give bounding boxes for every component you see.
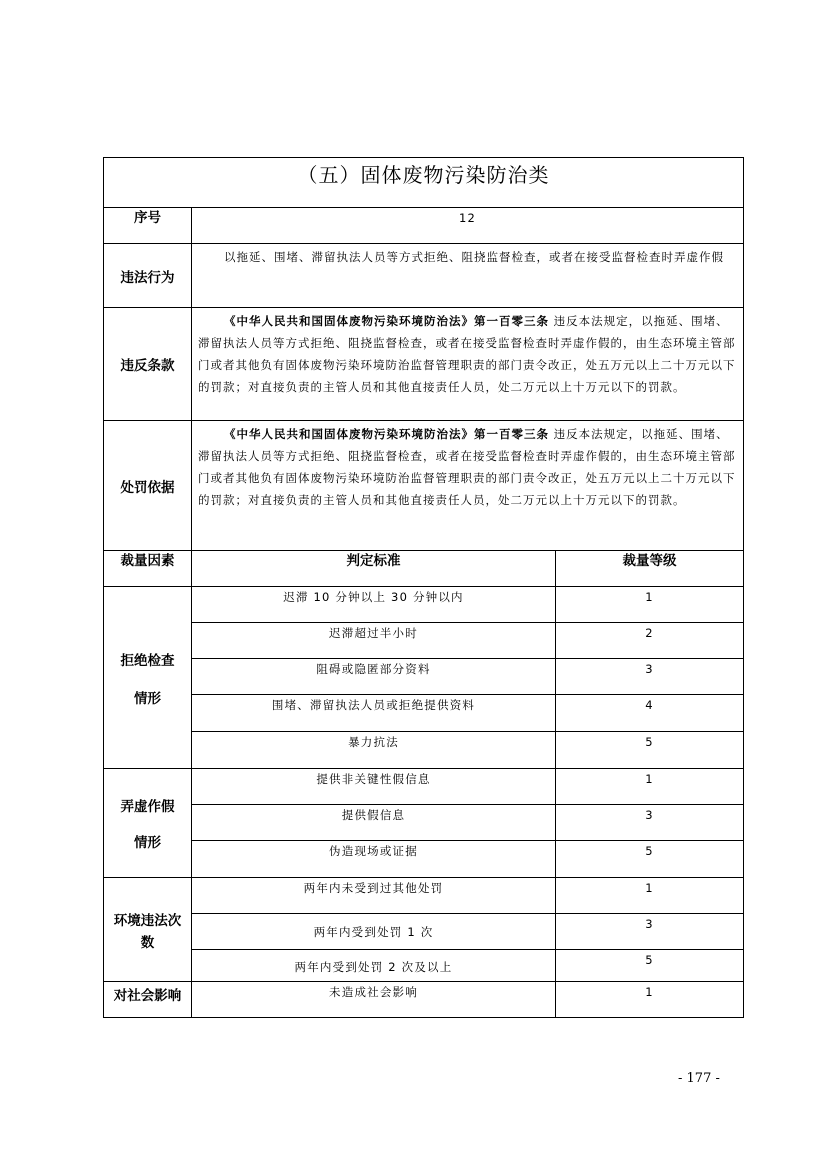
factor-row bbox=[104, 659, 744, 695]
clause-body: 违反本法规定，以拖延、围堵、滞留执法人员等方式拒绝、阻挠监督检查，或者在接受监督检查时弄虚作假的，由生态环境主管部门或者其他负有固体废物污染环境防治监督管理职责的部门责令改正，处五万元以上二十万元以下的罚款；对直接负责的主管人员和其他直接责任人员，处二万元以上十万元以下的罚款。 bbox=[198, 314, 736, 394]
section-title: （五）固体废物污染防治类 bbox=[104, 158, 744, 208]
criteria-cell: 迟滞超过半小时 bbox=[192, 623, 556, 659]
factor-row bbox=[104, 805, 744, 841]
factor-label-line1: 对社会影响 bbox=[113, 988, 182, 1004]
level-cell: 1 bbox=[556, 769, 744, 805]
level-cell: 3 bbox=[556, 914, 744, 950]
level-cell: 5 bbox=[556, 841, 744, 878]
factor-row bbox=[104, 732, 744, 769]
level-cell: 3 bbox=[556, 805, 744, 841]
criteria-cell: 迟滞 10 分钟以上 30 分钟以内 bbox=[192, 587, 556, 623]
criteria-cell: 未造成社会影响 bbox=[192, 982, 556, 1018]
factor-label-line1: 环境违法次 bbox=[113, 912, 182, 929]
criteria-cell: 围堵、滞留执法人员或拒绝提供资料 bbox=[192, 695, 556, 732]
criteria-cell: 阻碍或隐匿部分资料 bbox=[192, 659, 556, 695]
factor-row bbox=[104, 695, 744, 732]
clause-text bbox=[192, 308, 744, 421]
criteria-cell: 两年内未受到过其他处罚 bbox=[192, 878, 556, 914]
factor-label bbox=[104, 878, 192, 982]
penalty-discretion-table bbox=[103, 157, 744, 1018]
criteria-cell: 暴力抗法 bbox=[192, 732, 556, 769]
factor-row bbox=[104, 587, 744, 623]
factor-row bbox=[104, 623, 744, 659]
level-cell: 1 bbox=[556, 982, 744, 1018]
criteria-cell: 两年内受到处罚 1 次 bbox=[192, 914, 556, 950]
page-number: - 177 - bbox=[678, 1071, 720, 1086]
level-cell: 2 bbox=[556, 623, 744, 659]
basis-label: 处罚依据 bbox=[104, 421, 192, 551]
factor-label-line2: 情形 bbox=[134, 835, 161, 851]
level-cell: 3 bbox=[556, 659, 744, 695]
violation-label: 违法行为 bbox=[104, 244, 192, 308]
level-header: 裁量等级 bbox=[556, 551, 744, 587]
clause-law-title: 《中华人民共和国固体废物污染环境防治法》第一百零三条 bbox=[224, 314, 549, 328]
basis-law-title: 《中华人民共和国固体废物污染环境防治法》第一百零三条 bbox=[224, 427, 549, 441]
criteria-cell: 两年内受到处罚 2 次及以上 bbox=[192, 950, 556, 982]
level-cell: 5 bbox=[556, 950, 744, 982]
criteria-cell: 伪造现场或证据 bbox=[192, 841, 556, 878]
criteria-cell: 提供非关键性假信息 bbox=[192, 769, 556, 805]
level-cell: 1 bbox=[556, 587, 744, 623]
factor-label bbox=[104, 982, 192, 1018]
basis-text bbox=[192, 421, 744, 551]
violation-text bbox=[192, 244, 744, 308]
criteria-header: 判定标准 bbox=[192, 551, 556, 587]
seq-value: 12 bbox=[192, 208, 744, 244]
factor-row bbox=[104, 769, 744, 805]
factor-label bbox=[104, 769, 192, 878]
factor-label-line1: 拒绝检查 bbox=[120, 652, 175, 669]
factor-label bbox=[104, 587, 192, 769]
criteria-cell: 提供假信息 bbox=[192, 805, 556, 841]
level-cell: 4 bbox=[556, 695, 744, 732]
seq-label: 序号 bbox=[104, 208, 192, 244]
level-cell: 5 bbox=[556, 732, 744, 769]
factor-row bbox=[104, 914, 744, 950]
factor-label-line1: 弄虚作假 bbox=[120, 799, 175, 815]
factor-row bbox=[104, 841, 744, 878]
factor-row bbox=[104, 950, 744, 982]
factor-header: 裁量因素 bbox=[104, 551, 192, 587]
factor-row bbox=[104, 878, 744, 914]
factor-rows bbox=[104, 587, 744, 1018]
level-cell: 1 bbox=[556, 878, 744, 914]
factor-label-line2: 数 bbox=[140, 934, 155, 951]
violation-text-content: 以拖延、围堵、滞留执法人员等方式拒绝、阻挠监督检查，或者在接受监督检查时弄虚作假 bbox=[224, 250, 724, 264]
factor-label-line2: 情形 bbox=[134, 690, 161, 707]
clause-label: 违反条款 bbox=[104, 308, 192, 421]
factor-row bbox=[104, 982, 744, 1018]
basis-body: 违反本法规定，以拖延、围堵、滞留执法人员等方式拒绝、阻挠监督检查，或者在接受监督检查时弄虚作假的，由生态环境主管部门或者其他负有固体废物污染环境防治监督管理职责的部门责令改正，处五万元以上二十万元以下的罚款；对直接负责的主管人员和其他直接责任人员，处二万元以上十万元以下的罚款。 bbox=[198, 427, 736, 507]
